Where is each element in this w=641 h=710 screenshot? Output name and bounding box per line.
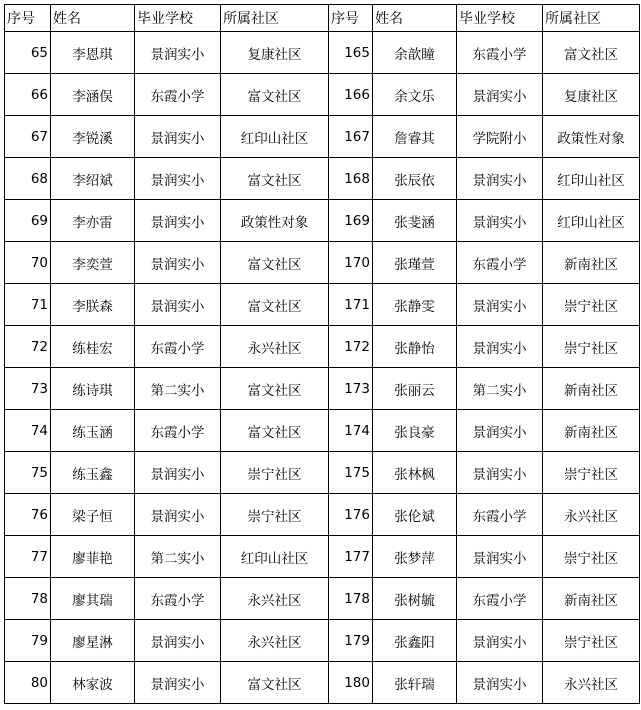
student-name-cell-right — [373, 200, 457, 242]
serial-number: 73 — [30, 380, 48, 397]
community-name-cell-left — [221, 410, 329, 452]
serial-number: 75 — [30, 464, 48, 481]
community-name-cell-right — [543, 326, 640, 368]
school-name: 第二实小 — [150, 382, 205, 399]
serial-number: 70 — [30, 254, 48, 271]
serial-number: 165 — [344, 44, 370, 61]
community-name-cell-left — [221, 74, 329, 116]
school-name: 景润实小 — [472, 172, 527, 189]
serial-number: 175 — [344, 464, 370, 481]
serial-number: 80 — [30, 674, 48, 691]
serial-number: 169 — [344, 212, 370, 229]
school-name: 东霞小学 — [150, 340, 205, 357]
community-name-cell-left — [221, 284, 329, 326]
student-name-cell-right — [373, 32, 457, 74]
serial-number: 170 — [344, 254, 370, 271]
header-name-right: 姓名 — [373, 5, 457, 32]
table-row — [5, 326, 640, 368]
school-name-cell-left — [135, 494, 221, 536]
community-name-cell-right — [543, 452, 640, 494]
school-name: 景润实小 — [150, 466, 205, 483]
student-name: 张良豪 — [394, 424, 435, 441]
serial-number: 166 — [344, 86, 370, 103]
community-name-cell-right — [543, 284, 640, 326]
serial-number-cell-left — [5, 662, 51, 704]
community-name: 复康社区 — [564, 88, 618, 105]
serial-number-cell-right — [329, 200, 373, 242]
serial-number: 178 — [344, 590, 370, 607]
community-name-cell-right — [543, 74, 640, 116]
student-name: 廖菲艳 — [72, 550, 113, 567]
student-name: 李锐溪 — [72, 130, 113, 147]
student-name-cell-right — [373, 74, 457, 116]
student-name: 李绍斌 — [72, 172, 113, 189]
header-community-left: 所属社区 — [221, 5, 329, 32]
serial-number-cell-right — [329, 578, 373, 620]
student-name-cell-left — [51, 662, 135, 704]
serial-number-cell-right — [329, 536, 373, 578]
community-name: 富文社区 — [247, 676, 302, 693]
school-name-cell-left — [135, 116, 221, 158]
school-name-cell-left — [135, 74, 221, 116]
serial-number-cell-right — [329, 116, 373, 158]
school-name-cell-left — [135, 536, 221, 578]
community-name-cell-left — [221, 326, 329, 368]
school-name: 景润实小 — [150, 214, 205, 231]
school-name-cell-left — [135, 620, 221, 662]
serial-number: 78 — [30, 590, 48, 607]
school-name-cell-left — [135, 158, 221, 200]
student-name-cell-right — [373, 326, 457, 368]
serial-number: 173 — [344, 380, 370, 397]
student-name-cell-left — [51, 368, 135, 410]
serial-number-cell-right — [329, 620, 373, 662]
school-name: 东霞小学 — [150, 88, 205, 105]
serial-number: 179 — [344, 632, 370, 649]
serial-number-cell-left — [5, 536, 51, 578]
student-name: 张静雯 — [394, 298, 435, 315]
community-name: 富文社区 — [247, 172, 302, 189]
school-name-cell-right — [457, 368, 543, 410]
student-name-cell-right — [373, 410, 457, 452]
community-name-cell-right — [543, 578, 640, 620]
school-name: 东霞小学 — [472, 508, 527, 525]
serial-number-cell-left — [5, 32, 51, 74]
school-name-cell-right — [457, 158, 543, 200]
community-name-cell-left — [221, 242, 329, 284]
student-name: 李恩琪 — [72, 46, 113, 63]
school-name: 景润实小 — [150, 676, 205, 693]
community-name-cell-left — [221, 368, 329, 410]
table-row — [5, 116, 640, 158]
student-name: 李朕森 — [72, 298, 113, 315]
student-name-cell-right — [373, 494, 457, 536]
serial-number: 172 — [344, 338, 370, 355]
school-name: 第二实小 — [472, 382, 527, 399]
school-name-cell-left — [135, 200, 221, 242]
school-name: 景润实小 — [150, 256, 205, 273]
student-name-cell-right — [373, 368, 457, 410]
school-name-cell-right — [457, 284, 543, 326]
community-name-cell-left — [221, 158, 329, 200]
student-name: 练诗琪 — [72, 382, 113, 399]
community-name: 新南社区 — [564, 424, 618, 441]
serial-number-cell-left — [5, 452, 51, 494]
school-name: 东霞小学 — [472, 46, 527, 63]
student-name: 张伦斌 — [394, 508, 435, 525]
table-row — [5, 452, 640, 494]
serial-number-cell-right — [329, 32, 373, 74]
student-name-cell-left — [51, 578, 135, 620]
table-row — [5, 494, 640, 536]
serial-number: 71 — [30, 296, 48, 313]
student-name: 余文乐 — [394, 88, 435, 105]
community-name-cell-left — [221, 116, 329, 158]
community-name-cell-left — [221, 620, 329, 662]
table-row — [5, 578, 640, 620]
serial-number: 72 — [30, 338, 48, 355]
school-name-cell-right — [457, 620, 543, 662]
student-name: 廖星淋 — [72, 634, 113, 651]
community-name-cell-right — [543, 242, 640, 284]
school-name: 景润实小 — [472, 340, 527, 357]
school-name: 景润实小 — [472, 550, 527, 567]
student-name-cell-left — [51, 74, 135, 116]
header-no-left: 序号 — [5, 5, 51, 32]
school-name: 景润实小 — [472, 88, 527, 105]
student-name-cell-left — [51, 158, 135, 200]
student-name: 练玉鑫 — [72, 466, 113, 483]
student-name: 张丽云 — [394, 382, 435, 399]
community-name-cell-right — [543, 116, 640, 158]
school-name-cell-right — [457, 536, 543, 578]
school-name-cell-left — [135, 662, 221, 704]
serial-number: 69 — [30, 212, 48, 229]
student-table — [4, 4, 640, 704]
school-name: 第二实小 — [150, 550, 205, 567]
community-name: 富文社区 — [564, 46, 618, 63]
community-name: 永兴社区 — [247, 340, 302, 357]
school-name-cell-left — [135, 452, 221, 494]
community-name: 富文社区 — [247, 424, 302, 441]
table-row — [5, 200, 640, 242]
student-name-cell-right — [373, 452, 457, 494]
community-name: 政策性对象 — [557, 130, 625, 147]
school-name-cell-right — [457, 32, 543, 74]
community-name: 红印山社区 — [240, 130, 309, 147]
table-row — [5, 536, 640, 578]
student-name-cell-left — [51, 536, 135, 578]
serial-number-cell-left — [5, 116, 51, 158]
school-name: 景润实小 — [150, 508, 205, 525]
school-name-cell-left — [135, 32, 221, 74]
student-name-cell-right — [373, 620, 457, 662]
community-name: 政策性对象 — [240, 214, 309, 231]
community-name: 崇宁社区 — [564, 634, 618, 651]
student-name: 练玉涵 — [72, 424, 113, 441]
serial-number: 174 — [344, 422, 370, 439]
serial-number: 65 — [30, 44, 48, 61]
community-name: 复康社区 — [247, 46, 302, 63]
serial-number: 176 — [344, 506, 370, 523]
student-name: 张静怡 — [394, 340, 435, 357]
student-name: 詹睿其 — [394, 130, 435, 147]
serial-number: 68 — [30, 170, 48, 187]
student-name: 张瑾萱 — [394, 256, 435, 273]
student-name: 张树毓 — [394, 592, 435, 609]
student-name-cell-right — [373, 578, 457, 620]
serial-number-cell-left — [5, 200, 51, 242]
student-name-cell-right — [373, 242, 457, 284]
community-name: 富文社区 — [247, 382, 302, 399]
community-name-cell-right — [543, 368, 640, 410]
school-name: 景润实小 — [150, 172, 205, 189]
community-name-cell-right — [543, 32, 640, 74]
student-name: 余歆瞳 — [394, 46, 435, 63]
student-name-cell-left — [51, 116, 135, 158]
community-name: 红印山社区 — [557, 214, 625, 231]
community-name-cell-left — [221, 32, 329, 74]
serial-number-cell-left — [5, 410, 51, 452]
student-name: 练桂宏 — [72, 340, 113, 357]
school-name-cell-right — [457, 200, 543, 242]
community-name-cell-left — [221, 200, 329, 242]
serial-number-cell-left — [5, 578, 51, 620]
student-name-cell-right — [373, 536, 457, 578]
header-no-right: 序号 — [329, 5, 373, 32]
school-name: 东霞小学 — [150, 424, 205, 441]
student-name: 梁子恒 — [72, 508, 113, 525]
table-row — [5, 32, 640, 74]
serial-number: 171 — [344, 296, 370, 313]
community-name-cell-right — [543, 536, 640, 578]
community-name-cell-right — [543, 200, 640, 242]
community-name: 红印山社区 — [557, 172, 625, 189]
school-name-cell-left — [135, 410, 221, 452]
table-row — [5, 284, 640, 326]
community-name: 富文社区 — [247, 256, 302, 273]
serial-number-cell-right — [329, 284, 373, 326]
student-name: 张斐涵 — [394, 214, 435, 231]
serial-number-cell-right — [329, 242, 373, 284]
school-name: 景润实小 — [472, 298, 527, 315]
table-row — [5, 620, 640, 662]
student-name-cell-left — [51, 620, 135, 662]
student-name-cell-left — [51, 284, 135, 326]
school-name-cell-right — [457, 242, 543, 284]
table-row — [5, 74, 640, 116]
header-name-left: 姓名 — [51, 5, 135, 32]
community-name: 永兴社区 — [247, 634, 302, 651]
community-name: 新南社区 — [564, 382, 618, 399]
table-row — [5, 410, 640, 452]
student-name: 李涵俣 — [72, 88, 113, 105]
community-name-cell-right — [543, 158, 640, 200]
student-name-cell-right — [373, 662, 457, 704]
serial-number: 67 — [30, 128, 48, 145]
community-name-cell-right — [543, 410, 640, 452]
student-name-cell-left — [51, 452, 135, 494]
community-name: 永兴社区 — [564, 508, 618, 525]
serial-number-cell-left — [5, 326, 51, 368]
community-name: 富文社区 — [247, 88, 302, 105]
school-name: 景润实小 — [472, 466, 527, 483]
school-name: 景润实小 — [472, 676, 527, 693]
serial-number-cell-right — [329, 494, 373, 536]
student-name: 李奕萱 — [72, 256, 113, 273]
serial-number-cell-left — [5, 158, 51, 200]
school-name-cell-left — [135, 368, 221, 410]
serial-number: 177 — [344, 548, 370, 565]
community-name: 崇宁社区 — [247, 466, 302, 483]
school-name: 景润实小 — [472, 634, 527, 651]
student-name-cell-right — [373, 158, 457, 200]
community-name-cell-right — [543, 662, 640, 704]
school-name: 景润实小 — [150, 298, 205, 315]
community-name: 红印山社区 — [240, 550, 309, 567]
student-name-cell-left — [51, 32, 135, 74]
community-name: 永兴社区 — [247, 592, 302, 609]
school-name-cell-right — [457, 410, 543, 452]
serial-number: 76 — [30, 506, 48, 523]
header-school-right: 毕业学校 — [457, 5, 543, 32]
community-name: 永兴社区 — [564, 676, 618, 693]
community-name-cell-left — [221, 494, 329, 536]
serial-number: 79 — [30, 632, 48, 649]
community-name-cell-left — [221, 662, 329, 704]
community-name-cell-left — [221, 536, 329, 578]
school-name-cell-left — [135, 242, 221, 284]
community-name-cell-right — [543, 494, 640, 536]
community-name-cell-left — [221, 452, 329, 494]
student-name-cell-left — [51, 494, 135, 536]
school-name-cell-right — [457, 578, 543, 620]
serial-number-cell-right — [329, 452, 373, 494]
school-name: 景润实小 — [150, 130, 205, 147]
student-name: 张林枫 — [394, 466, 435, 483]
school-name: 东霞小学 — [472, 256, 527, 273]
serial-number-cell-left — [5, 620, 51, 662]
serial-number-cell-right — [329, 368, 373, 410]
header-community-right: 所属社区 — [543, 5, 640, 32]
student-name: 张辰依 — [394, 172, 435, 189]
student-name-cell-left — [51, 242, 135, 284]
school-name-cell-right — [457, 452, 543, 494]
serial-number: 180 — [344, 674, 370, 691]
school-name-cell-right — [457, 74, 543, 116]
school-name: 景润实小 — [472, 214, 527, 231]
community-name: 崇宁社区 — [564, 466, 618, 483]
student-name-cell-left — [51, 200, 135, 242]
table-row — [5, 368, 640, 410]
school-name-cell-right — [457, 326, 543, 368]
serial-number-cell-left — [5, 284, 51, 326]
school-name: 东霞小学 — [472, 592, 527, 609]
student-name-cell-right — [373, 284, 457, 326]
school-name: 景润实小 — [472, 424, 527, 441]
school-name-cell-right — [457, 494, 543, 536]
school-name-cell-right — [457, 662, 543, 704]
community-name: 崇宁社区 — [247, 508, 302, 525]
community-name: 崇宁社区 — [564, 340, 618, 357]
serial-number-cell-right — [329, 158, 373, 200]
serial-number-cell-left — [5, 74, 51, 116]
header-school-left: 毕业学校 — [135, 5, 221, 32]
student-name: 李亦雷 — [72, 214, 113, 231]
school-name-cell-right — [457, 116, 543, 158]
student-name: 廖其瑞 — [72, 592, 113, 609]
school-name-cell-left — [135, 578, 221, 620]
community-name: 新南社区 — [564, 592, 618, 609]
student-name: 张梦萍 — [394, 550, 435, 567]
serial-number-cell-right — [329, 326, 373, 368]
serial-number-cell-left — [5, 368, 51, 410]
serial-number-cell-right — [329, 410, 373, 452]
serial-number: 167 — [344, 128, 370, 145]
table-row — [5, 158, 640, 200]
school-name: 景润实小 — [150, 46, 205, 63]
community-name: 新南社区 — [564, 256, 618, 273]
community-name: 崇宁社区 — [564, 298, 618, 315]
serial-number: 77 — [30, 548, 48, 565]
serial-number: 74 — [30, 422, 48, 439]
table-row — [5, 242, 640, 284]
student-name: 林家波 — [72, 676, 113, 693]
community-name-cell-right — [543, 620, 640, 662]
student-name: 张鑫阳 — [394, 634, 435, 651]
table-body — [5, 32, 640, 704]
serial-number: 168 — [344, 170, 370, 187]
school-name-cell-left — [135, 284, 221, 326]
school-name-cell-left — [135, 326, 221, 368]
serial-number: 66 — [30, 86, 48, 103]
student-name: 张轩瑞 — [394, 676, 435, 693]
student-name-cell-left — [51, 326, 135, 368]
community-name: 富文社区 — [247, 298, 302, 315]
school-name: 景润实小 — [150, 634, 205, 651]
table-row — [5, 662, 640, 704]
serial-number-cell-left — [5, 242, 51, 284]
community-name-cell-left — [221, 578, 329, 620]
student-name-cell-left — [51, 410, 135, 452]
community-name: 崇宁社区 — [564, 550, 618, 567]
serial-number-cell-right — [329, 662, 373, 704]
school-name: 东霞小学 — [150, 592, 205, 609]
student-name-cell-right — [373, 116, 457, 158]
serial-number-cell-right — [329, 74, 373, 116]
header-row — [5, 5, 640, 32]
serial-number-cell-left — [5, 494, 51, 536]
school-name: 学院附小 — [472, 130, 527, 147]
